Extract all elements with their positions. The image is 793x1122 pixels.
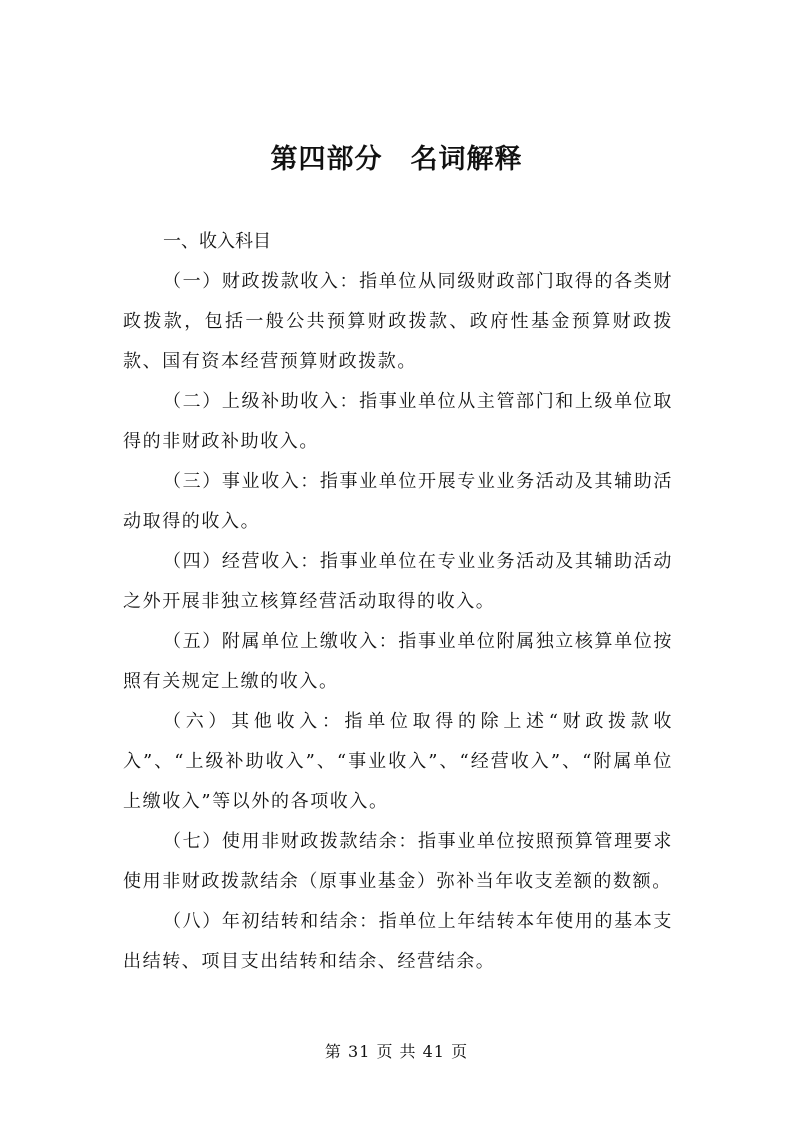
paragraph-business-income: （三）事业收入：指事业单位开展专业业务活动及其辅助活动取得的收入。 (123, 471, 673, 532)
page-number-footer: 第 31 页 共 41 页 (324, 1042, 469, 1061)
paragraph-non-fiscal-surplus-use: （七）使用非财政拨款结余：指事业单位按照预算管理要求使用非财政拨款结余（原事业基金）弥补当年收支差额的数额。 (123, 831, 673, 892)
paragraph-affiliated-unit-remittance: （五）附属单位上缴收入：指事业单位附属独立核算单位按照有关规定上缴的收入。 (123, 631, 673, 692)
paragraph-other-income: （六）其他收入：指单位取得的除上述“财政拨款收入”、“上级补助收入”、“事业收入”、“经营收入”、“附属单位上缴收入”等以外的各项收入。 (123, 711, 673, 812)
section-heading: 一、收入科目 (163, 231, 271, 252)
paragraph-operating-income: （四）经营收入：指事业单位在专业业务活动及其辅助活动之外开展非独立核算经营活动取得的收入。 (123, 551, 673, 612)
document-body (123, 222, 673, 982)
paragraph-superior-subsidy-income: （二）上级补助收入：指事业单位从主管部门和上级单位取得的非财政补助收入。 (123, 391, 673, 452)
page-title: 第四部分 名词解释 (270, 144, 523, 175)
paragraph-fiscal-appropriation-income: （一）财政拨款收入：指单位从同级财政部门取得的各类财政拨款，包括一般公共预算财政拨款、政府性基金预算财政拨款、国有资本经营预算财政拨款。 (123, 271, 673, 372)
paragraph-beginning-carryover: （八）年初结转和结余：指单位上年结转本年使用的基本支出结转、项目支出结转和结余、经营结余。 (123, 911, 673, 972)
